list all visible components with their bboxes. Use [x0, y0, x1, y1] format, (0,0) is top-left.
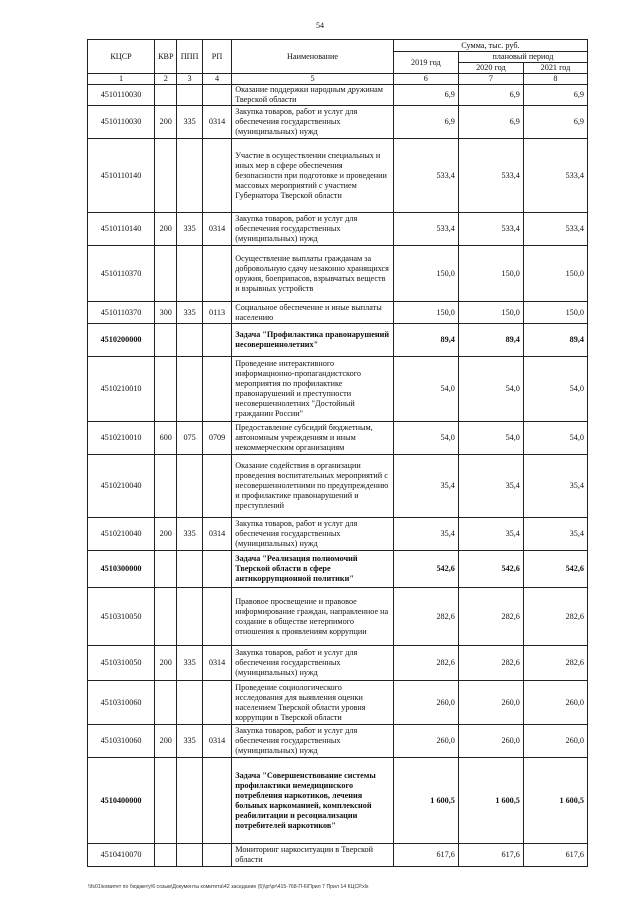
cell-2021: 35,4	[523, 518, 587, 551]
table-row	[88, 725, 588, 758]
cell-2019: 542,6	[393, 551, 458, 588]
cell-2021: 150,0	[523, 302, 587, 324]
cell-ppp: 335	[177, 725, 202, 758]
cell-rp	[202, 324, 231, 357]
table-row	[88, 213, 588, 246]
cell-rp: 0314	[202, 646, 231, 681]
cell-rp: 0314	[202, 725, 231, 758]
cell-kvr: 200	[155, 213, 177, 246]
cell-2019: 150,0	[393, 302, 458, 324]
cell-ppp: 335	[177, 106, 202, 139]
cell-kvr	[155, 551, 177, 588]
cell-2021: 6,9	[523, 85, 587, 106]
cell-rp	[202, 681, 231, 725]
column-numbers-row	[88, 74, 588, 85]
cell-name: Задача "Реализация полномочий Тверской области в сфере антикоррупционной политики"	[232, 551, 394, 588]
header-kvr: КВР	[155, 40, 177, 74]
cell-rp	[202, 455, 231, 518]
cell-ppp	[177, 139, 202, 213]
cell-2020: 282,6	[458, 588, 523, 646]
cell-ppp	[177, 246, 202, 302]
cell-name: Закупка товаров, работ и услуг для обеспечения государственных (муниципальных) нужд	[232, 725, 394, 758]
cell-ppp: 335	[177, 646, 202, 681]
cell-2021: 282,6	[523, 588, 587, 646]
cell-name: Правовое просвещение и правовое информирование граждан, направленное на создание в обществе нетерпимого отношения к проявлениям коррупции	[232, 588, 394, 646]
cell-2021: 1 600,5	[523, 758, 587, 844]
cell-2020: 35,4	[458, 455, 523, 518]
column-number: 2	[155, 74, 177, 85]
cell-name: Проведение социологического исследования для выявления оценки населением Тверской области уровня коррупции в Тверской области	[232, 681, 394, 725]
header-planned-period: плановый период	[458, 52, 587, 63]
cell-2019: 533,4	[393, 213, 458, 246]
file-path-footer: \\fs01\комитет по бюджету\6 созыв\Документы комитета\42 заседание (5)\pr\pr\415-768-П-6\Прил 7 Прил 14 КЦСР.xls	[88, 884, 369, 890]
cell-name: Задача "Совершенствование системы профилактики немедицинского потребления наркотиков, лечения больных наркоманией, комплексной реабилитации и ресоциализации потребителей наркотиков"	[232, 758, 394, 844]
cell-kcsr: 4510110030	[88, 106, 155, 139]
cell-2020: 6,9	[458, 85, 523, 106]
cell-name: Закупка товаров, работ и услуг для обеспечения государственных (муниципальных) нужд	[232, 106, 394, 139]
cell-2020: 150,0	[458, 302, 523, 324]
column-number: 4	[202, 74, 231, 85]
cell-kvr: 200	[155, 646, 177, 681]
cell-kcsr: 4510310050	[88, 588, 155, 646]
cell-kvr	[155, 758, 177, 844]
cell-kvr	[155, 681, 177, 725]
cell-2021: 150,0	[523, 246, 587, 302]
cell-kvr: 600	[155, 422, 177, 455]
cell-kvr: 200	[155, 106, 177, 139]
cell-2020: 533,4	[458, 139, 523, 213]
cell-kvr	[155, 246, 177, 302]
cell-2021: 617,6	[523, 844, 587, 867]
cell-2020: 282,6	[458, 646, 523, 681]
cell-kcsr: 4510210040	[88, 455, 155, 518]
cell-rp	[202, 551, 231, 588]
cell-2021: 260,0	[523, 681, 587, 725]
cell-2021: 533,4	[523, 139, 587, 213]
table-row	[88, 758, 588, 844]
header-2019: 2019 год	[393, 52, 458, 74]
table-row	[88, 681, 588, 725]
cell-2019: 282,6	[393, 646, 458, 681]
cell-2020: 533,4	[458, 213, 523, 246]
column-number: 7	[458, 74, 523, 85]
cell-ppp: 335	[177, 213, 202, 246]
cell-name: Оказание содействия в организации проведения воспитательных мероприятий с несовершеннолетними по предупреждению и профилактике правонарушений и преступлений	[232, 455, 394, 518]
header-name: Наименование	[232, 40, 394, 74]
cell-ppp	[177, 844, 202, 867]
cell-rp	[202, 357, 231, 422]
cell-ppp: 335	[177, 302, 202, 324]
cell-name: Оказание поддержки народным дружинам Тверской области	[232, 85, 394, 106]
cell-2019: 1 600,5	[393, 758, 458, 844]
cell-name: Закупка товаров, работ и услуг для обеспечения государственных (муниципальных) нужд	[232, 213, 394, 246]
cell-name: Участие в осуществлении специальных и иных мер в сфере обеспечения безопасности при подготовке и проведении массовых мероприятий с участием Губернатора Тверской области	[232, 139, 394, 213]
cell-kvr: 300	[155, 302, 177, 324]
header-sum: Сумма, тыс. руб.	[393, 40, 587, 52]
cell-ppp	[177, 324, 202, 357]
cell-2019: 54,0	[393, 357, 458, 422]
table-row	[88, 646, 588, 681]
cell-ppp	[177, 455, 202, 518]
cell-ppp	[177, 758, 202, 844]
header-2020: 2020 год	[458, 63, 523, 74]
header-ppp: ППП	[177, 40, 202, 74]
column-number: 3	[177, 74, 202, 85]
table-row	[88, 455, 588, 518]
column-number: 5	[232, 74, 394, 85]
cell-kvr	[155, 588, 177, 646]
cell-2020: 89,4	[458, 324, 523, 357]
cell-2019: 6,9	[393, 85, 458, 106]
cell-rp: 0709	[202, 422, 231, 455]
table-row	[88, 357, 588, 422]
cell-rp	[202, 758, 231, 844]
cell-rp	[202, 139, 231, 213]
cell-kcsr: 4510310060	[88, 681, 155, 725]
column-number: 6	[393, 74, 458, 85]
cell-2020: 35,4	[458, 518, 523, 551]
cell-2019: 35,4	[393, 455, 458, 518]
cell-kcsr: 4510110370	[88, 302, 155, 324]
table-row	[88, 246, 588, 302]
cell-2019: 89,4	[393, 324, 458, 357]
cell-2019: 35,4	[393, 518, 458, 551]
table-row	[88, 518, 588, 551]
cell-kcsr: 4510300000	[88, 551, 155, 588]
cell-2020: 150,0	[458, 246, 523, 302]
cell-name: Осуществление выплаты гражданам за добровольную сдачу незаконно хранящихся оружия, боеприпасов, взрывчатых веществ и взрывных устройств	[232, 246, 394, 302]
table-row	[88, 139, 588, 213]
cell-kcsr: 4510400000	[88, 758, 155, 844]
cell-kvr	[155, 139, 177, 213]
cell-2020: 54,0	[458, 422, 523, 455]
table-row	[88, 302, 588, 324]
cell-kcsr: 4510410070	[88, 844, 155, 867]
cell-2019: 282,6	[393, 588, 458, 646]
table-row	[88, 422, 588, 455]
cell-2020: 1 600,5	[458, 758, 523, 844]
cell-kcsr: 4510200000	[88, 324, 155, 357]
cell-2021: 533,4	[523, 213, 587, 246]
cell-2021: 6,9	[523, 106, 587, 139]
cell-2021: 260,0	[523, 725, 587, 758]
cell-2019: 617,6	[393, 844, 458, 867]
cell-2020: 617,6	[458, 844, 523, 867]
cell-kcsr: 4510210040	[88, 518, 155, 551]
header-kcsr: КЦСР	[88, 40, 155, 74]
cell-rp: 0314	[202, 106, 231, 139]
cell-kvr	[155, 455, 177, 518]
cell-ppp	[177, 357, 202, 422]
header-rp: РП	[202, 40, 231, 74]
cell-ppp	[177, 85, 202, 106]
table-row	[88, 844, 588, 867]
cell-name: Проведение интерактивного информационно-пропагандистского мероприятия по профилактике правонарушений и преступности несовершеннолетних "Достойный гражданин России"	[232, 357, 394, 422]
cell-name: Социальное обеспечение и иные выплаты населению	[232, 302, 394, 324]
cell-kcsr: 4510210010	[88, 357, 155, 422]
cell-kvr: 200	[155, 518, 177, 551]
cell-name: Закупка товаров, работ и услуг для обеспечения государственных (муниципальных) нужд	[232, 518, 394, 551]
cell-2020: 260,0	[458, 681, 523, 725]
cell-kcsr: 4510110140	[88, 139, 155, 213]
cell-rp	[202, 85, 231, 106]
cell-kvr: 200	[155, 725, 177, 758]
cell-2021: 89,4	[523, 324, 587, 357]
cell-name: Задача "Профилактика правонарушений несовершеннолетних"	[232, 324, 394, 357]
cell-2019: 54,0	[393, 422, 458, 455]
cell-rp: 0113	[202, 302, 231, 324]
cell-2020: 260,0	[458, 725, 523, 758]
page-number: 54	[316, 21, 324, 30]
budget-table	[87, 39, 588, 867]
cell-2019: 533,4	[393, 139, 458, 213]
cell-2021: 282,6	[523, 646, 587, 681]
table-row	[88, 85, 588, 106]
cell-ppp	[177, 681, 202, 725]
cell-kcsr: 4510110030	[88, 85, 155, 106]
cell-name: Предоставление субсидий бюджетным, автономным учреждениям и иным некоммерческим организациям	[232, 422, 394, 455]
cell-rp	[202, 844, 231, 867]
cell-kvr	[155, 85, 177, 106]
cell-2019: 260,0	[393, 725, 458, 758]
cell-kvr	[155, 324, 177, 357]
cell-kvr	[155, 844, 177, 867]
cell-name: Мониторинг наркоситуации в Тверской области	[232, 844, 394, 867]
cell-rp: 0314	[202, 518, 231, 551]
table-row	[88, 588, 588, 646]
cell-2020: 54,0	[458, 357, 523, 422]
cell-rp: 0314	[202, 213, 231, 246]
cell-ppp	[177, 551, 202, 588]
column-number: 1	[88, 74, 155, 85]
cell-2020: 542,6	[458, 551, 523, 588]
cell-kcsr: 4510110370	[88, 246, 155, 302]
cell-rp	[202, 588, 231, 646]
cell-kcsr: 4510310050	[88, 646, 155, 681]
cell-2020: 6,9	[458, 106, 523, 139]
cell-kvr	[155, 357, 177, 422]
cell-ppp: 075	[177, 422, 202, 455]
cell-kcsr: 4510310060	[88, 725, 155, 758]
cell-2021: 542,6	[523, 551, 587, 588]
cell-2019: 260,0	[393, 681, 458, 725]
table-row	[88, 106, 588, 139]
table-row	[88, 551, 588, 588]
cell-name: Закупка товаров, работ и услуг для обеспечения государственных (муниципальных) нужд	[232, 646, 394, 681]
cell-2019: 6,9	[393, 106, 458, 139]
cell-2021: 35,4	[523, 455, 587, 518]
cell-rp	[202, 246, 231, 302]
table-row	[88, 324, 588, 357]
column-number: 8	[523, 74, 587, 85]
cell-2021: 54,0	[523, 357, 587, 422]
cell-ppp: 335	[177, 518, 202, 551]
header-2021: 2021 год	[523, 63, 587, 74]
cell-2021: 54,0	[523, 422, 587, 455]
cell-ppp	[177, 588, 202, 646]
cell-kcsr: 4510210010	[88, 422, 155, 455]
cell-kcsr: 4510110140	[88, 213, 155, 246]
cell-2019: 150,0	[393, 246, 458, 302]
